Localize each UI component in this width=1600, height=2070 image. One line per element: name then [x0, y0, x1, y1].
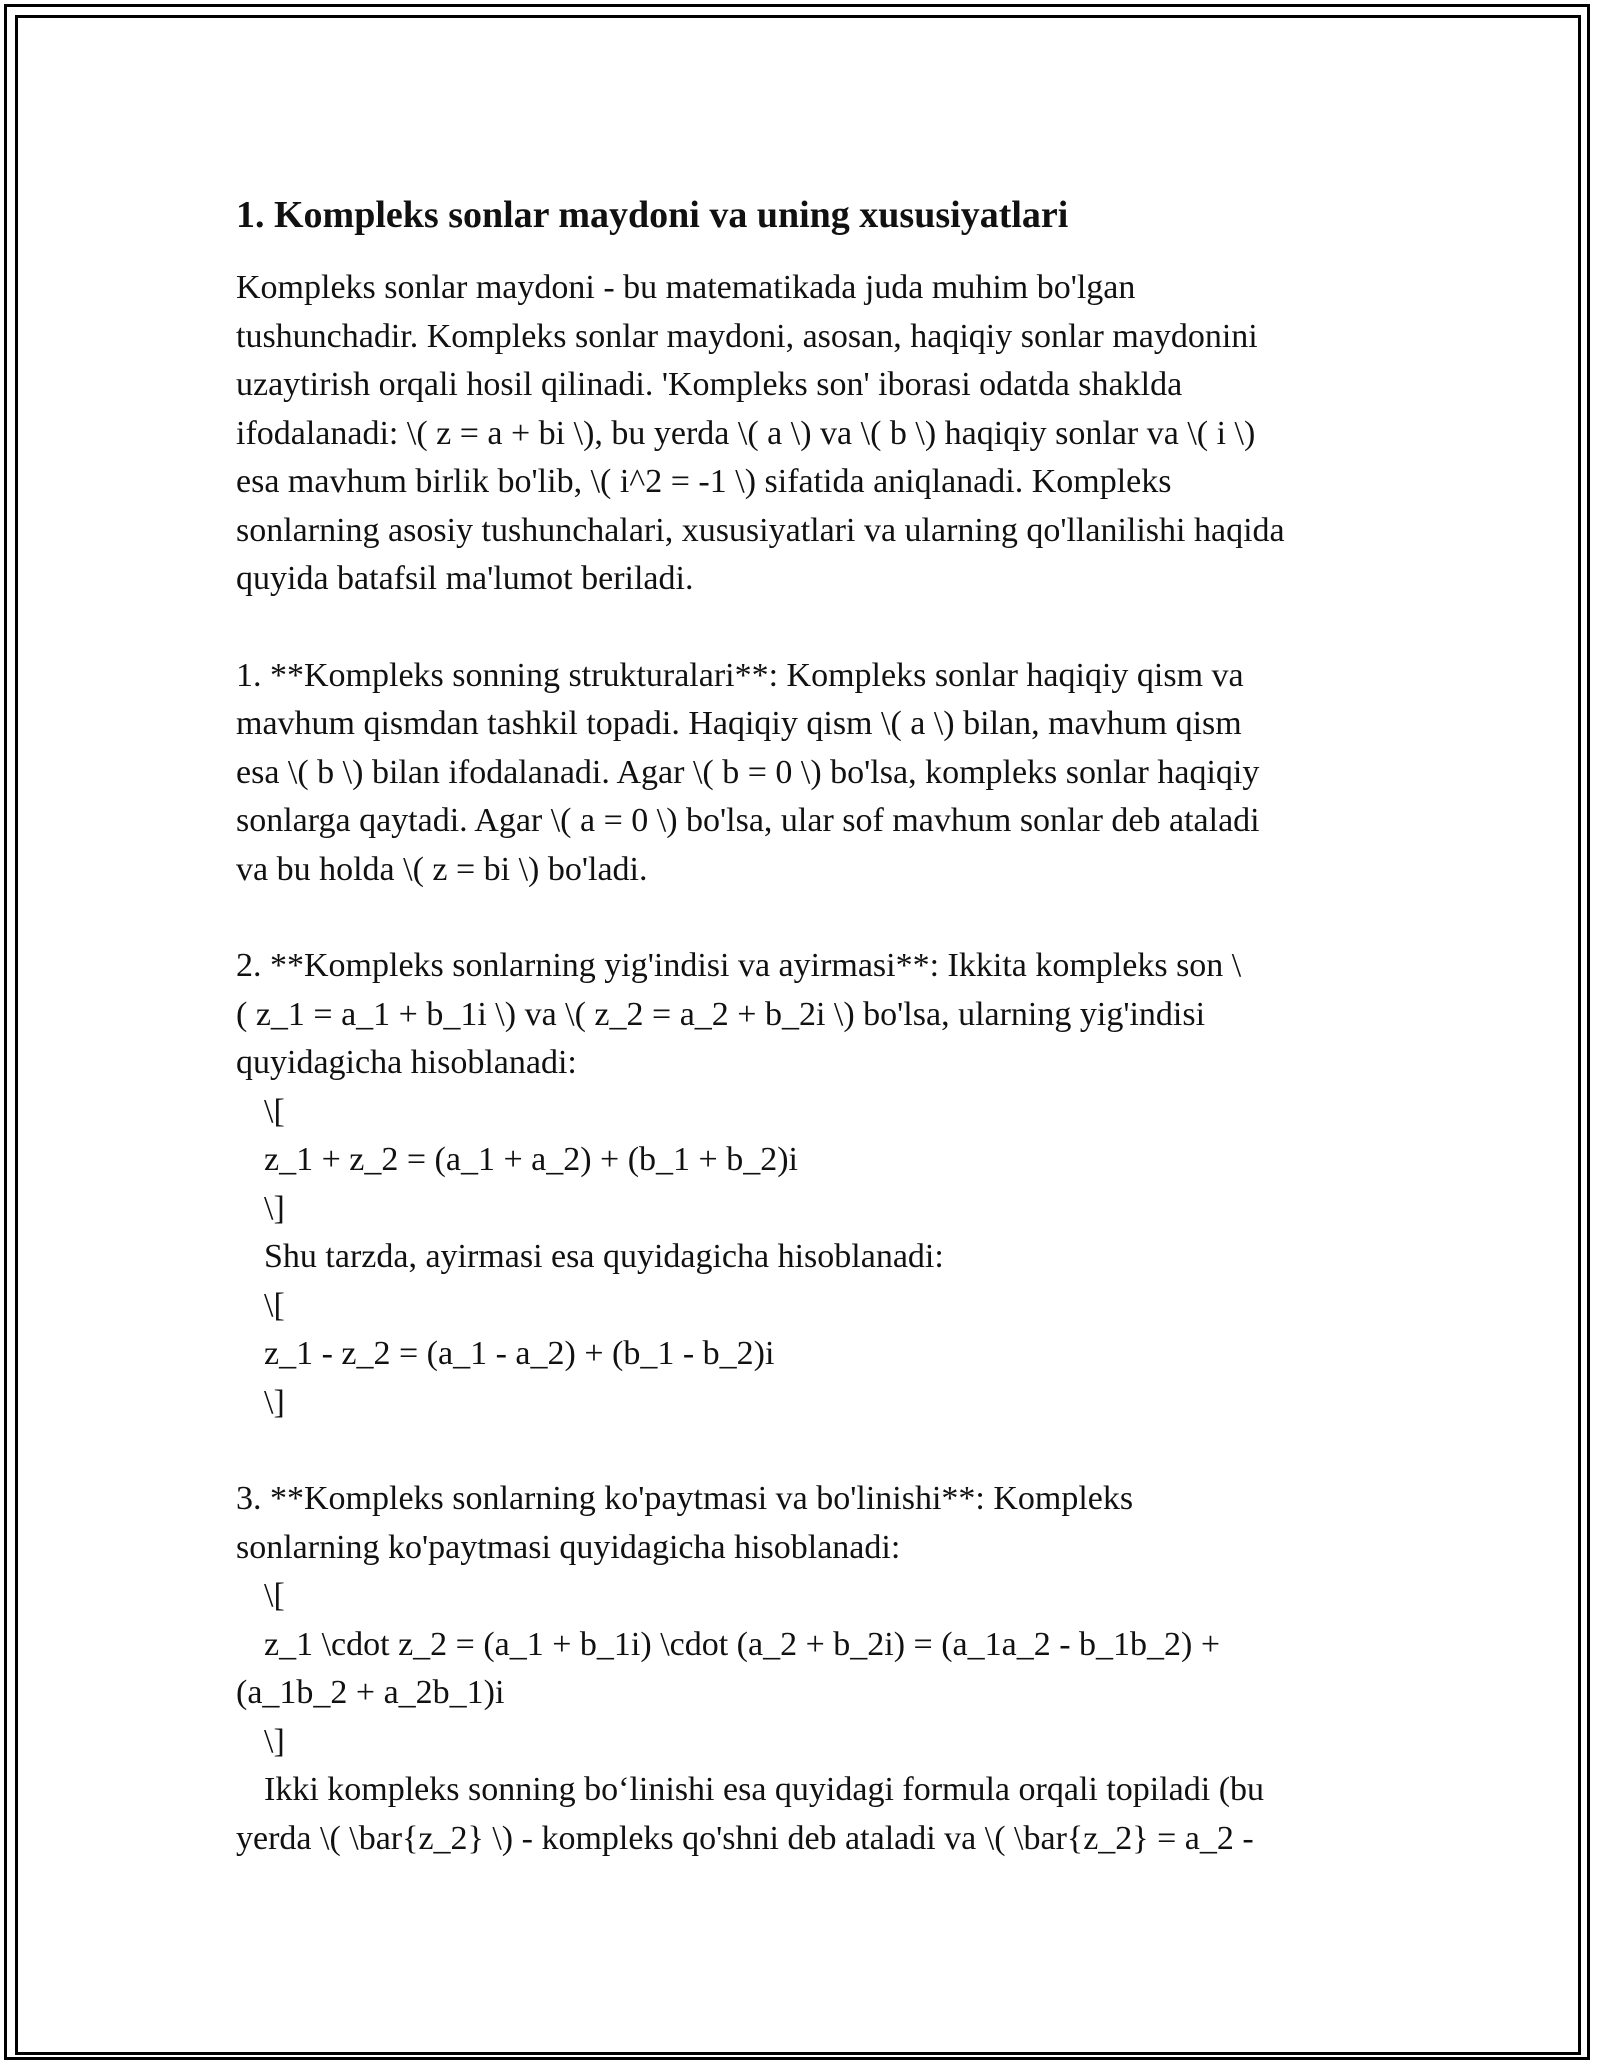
text-line: quyida batafsil ma'lumot beriladi. — [236, 560, 694, 597]
text-line: mavhum qismdan tashkil topadi. Haqiqiy qism \( a \) bilan, mavhum qism — [236, 705, 1242, 742]
text-line: sonlarga qaytadi. Agar \( a = 0 \) bo'lsa, ular sof mavhum sonlar deb ataladi — [236, 802, 1260, 839]
formula-line: \] — [264, 1189, 285, 1227]
text-line: Shu tarzda, ayirmasi esa quyidagicha hisoblanadi: — [264, 1238, 944, 1275]
intro-paragraph — [236, 264, 1376, 604]
formula-line: (a_1b_2 + a_2b_1)i — [236, 1674, 505, 1711]
text-line: Ikki kompleks sonning bo‘linishi esa quyidagi formula orqali topiladi (bu — [264, 1771, 1265, 1808]
text-line: sonlarning asosiy tushunchalari, xususiyatlari va ularning qo'llanilishi haqida — [236, 511, 1285, 549]
formula-line: z_1 - z_2 = (a_1 - a_2) + (b_1 - b_2)i — [264, 1335, 775, 1372]
formula-line: z_1 + z_2 = (a_1 + a_2) + (b_1 + b_2)i — [264, 1141, 798, 1178]
text-line: esa \( b \) bilan ifodalanadi. Agar \( b = 0 \) bo'lsa, kompleks sonlar haqiqiy — [236, 753, 1260, 791]
text-line: ( z_1 = a_1 + b_1i \) va \( z_2 = a_2 + b_2i \) bo'lsa, ularning yig'indisi — [236, 995, 1206, 1033]
text-line: 2. **Kompleks sonlarning yig'indisi va ayirmasi**: Ikkita kompleks son \ — [236, 947, 1242, 984]
text-line: sonlarning ko'paytmasi quyidagicha hisoblanadi: — [236, 1528, 901, 1566]
text-line: uzaytirish orqali hosil qilinadi. 'Kompleks son' iborasi odatda shaklda — [236, 366, 1183, 403]
text-line: ifodalanadi: \( z = a + bi \), bu yerda \( a \) va \( b \) haqiqiy sonlar va \( i \) — [236, 414, 1256, 452]
formula-line: \[ — [264, 1286, 285, 1324]
text-line: quyidagicha hisoblanadi: — [236, 1044, 577, 1081]
section-2-paragraph — [236, 942, 1376, 1427]
text-line: 1. **Kompleks sonning strukturalari**: Kompleks sonlar haqiqiy qism va — [236, 656, 1244, 694]
document-body — [236, 190, 1376, 1911]
formula-line: \] — [264, 1722, 285, 1760]
text-line: yerda \( \bar{z_2} \) - kompleks qo'shni deb ataladi va \( \bar{z_2} = a_2 - — [236, 1819, 1254, 1857]
page-title: 1. Kompleks sonlar maydoni va uning xususiyatlari — [236, 194, 1069, 236]
text-line: 3. **Kompleks sonlarning ko'paytmasi va bo'linishi**: Kompleks — [236, 1480, 1134, 1517]
formula-line: \] — [264, 1383, 285, 1421]
text-line: esa mavhum birlik bo'lib, \( i^2 = -1 \) sifatida aniqlanadi. Kompleks — [236, 463, 1172, 500]
text-line: va bu holda \( z = bi \) bo'ladi. — [236, 850, 648, 888]
section-1-paragraph — [236, 652, 1376, 895]
formula-line: \[ — [264, 1092, 285, 1130]
section-3-paragraph — [236, 1475, 1376, 1863]
text-line: Kompleks sonlar maydoni - bu matematikada juda muhim bo'lgan — [236, 269, 1136, 306]
text-line: tushunchadir. Kompleks sonlar maydoni, asosan, haqiqiy sonlar maydonini — [236, 317, 1258, 355]
formula-line: z_1 \cdot z_2 = (a_1 + b_1i) \cdot (a_2 + b_2i) = (a_1a_2 - b_1b_2) + — [264, 1625, 1221, 1663]
formula-line: \[ — [264, 1577, 285, 1614]
